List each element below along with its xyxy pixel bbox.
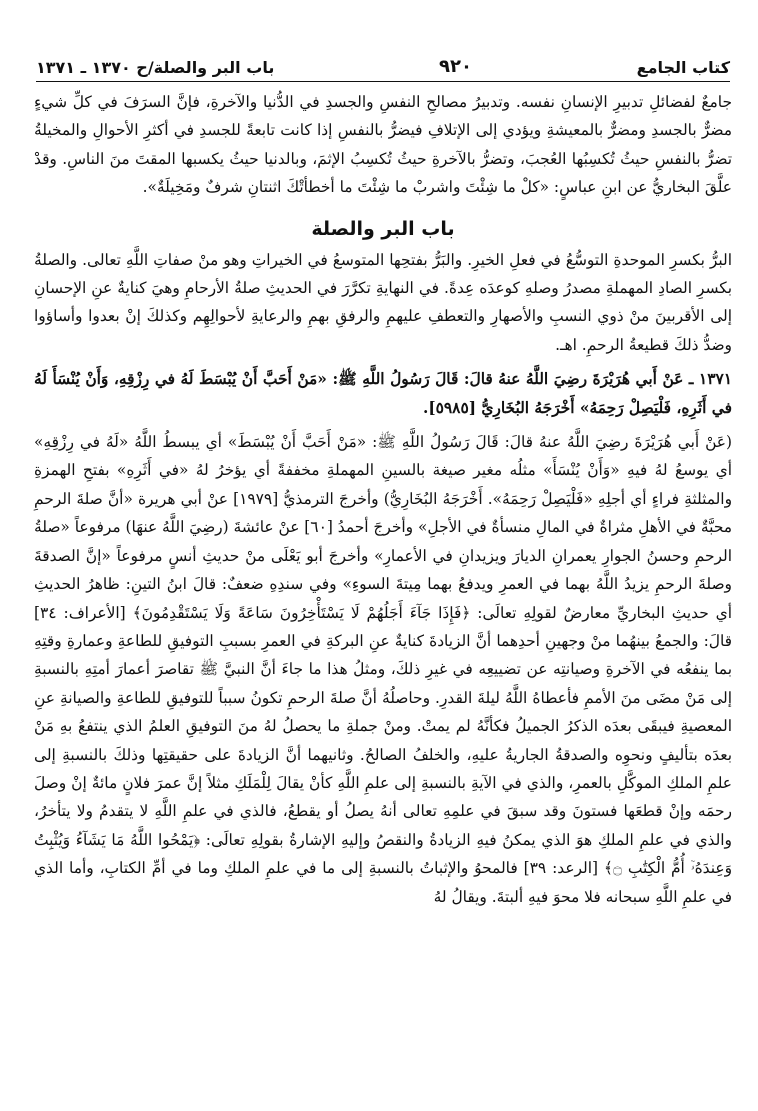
chapter-intro-paragraph: البرُّ بكسرِ الموحدةِ التوسُّعُ في فعلِ الخيرِ. والبَرُّ بفتحِها المتوسعُ في الخيراتِ وهو منْ صفاتِ اللَّهِ تعالى. والصلةُ بكسرِ الصادِ المهملةِ مصدرُ وصلهِ كوعدَه عِدةً. في النهايةِ تكرَّرَ في الحديثِ صلةُ الأرحامِ وهيَ كنايةٌ عنِ الإحسانِ إلى الأقربينَ منْ ذوي النسبِ والأصهارِ والتعطفِ عليهمِ والرفقِ بهمِ والرعايةِ لأحوالِهِم وكذلكَ إنْ بعدوا وأساؤوا وضدُّ ذلكَ قطيعةُ الرحمِ. اهـ.: [34, 250, 732, 354]
header-book-title: كتاب الجامع: [636, 58, 730, 77]
page-body: [34, 88, 732, 911]
chapter-title: باب البر والصلة: [311, 217, 455, 240]
commentary-paragraph: (عَنْ أَبي هُرَيْرَةَ رضِيَ اللَّهُ عنهُ قالَ: قَالَ رَسُولُ اللَّهِ ﷺ: «مَنْ أَحَبَّ أَنْ يُبْسَطَ» أي يبسطُ اللَّهُ «لَهُ في رِزْقِهِ» أي يوسعُ لهُ فيهِ «وَأَنْ يُنْسَأَ» مثلُه مغير صيغة بالسينِ المهملةِ مخففةً أي يؤخرُ لهُ «في أَثَرِهِ» بفتحِ الهمزةِ والمثلثةِ فراءٍ أي أجلِهِ «فَلْيَصِلْ رَحِمَهُ». أَخْرَجَهُ البُخَارِيُّ) وأخرجَ الترمذيُّ [١٩٧٩] عنْ أبي هريرة «أنَّ صلةَ الرحمِ محبَّةٌ في الأهلِ مثراةٌ في المالِ منسأةٌ في الأجلِ» وأخرجَ أحمدُ [٦٠] عنْ عائشةَ (رضِيَ اللَّهُ عنهَا) مرفوعاً «صلةُ الرحمِ وحسنُ الجوارِ يعمرانِ الديارَ ويزيدانِ في الأعمارِ» وأخرجَ أبو يَعْلَى منْ حديثِ أنسٍ مرفوعاً «إنَّ الصدقةَ وصلةَ الرحمِ يزيدُ اللَّهُ بهما في العمرِ ويدفعُ بهما مِيتةَ السوءِ» وفي سندِهِ ضعفٌ: قالَ ابنُ التينِ: ظاهرُ الحديثِ أي حديثِ البخاريِّ معارضٌ لقولِهِ تعالَى: ﴿فَإِذَا جَآءَ أَجَلُهُمْ لَا يَسْتَأْخِرُونَ سَاعَةً وَلَا يَسْتَقْدِمُونَ﴾ [الأعراف: ٣٤] قالَ: والجمعُ بينهُما منْ وجهينِ أحدِهما أنَّ الزيادةَ كنايةٌ عنِ البركةِ في العمرِ بسببِ التوفيقِ للطاعةِ وعمارةِ وقتِهِ بما ينفعُه في الآخرةِ وصيانتِه عن تضييعِه في غيرِ ذلكَ، ومثلُ هذا ما جاءَ أنَّ النبيَّ ﷺ تقاصرَ أعمارَ أمتِهِ بالنسبةِ إلى مَنْ مضَى منَ الأممِ فأعطاهُ اللَّهُ ليلةَ القدرِ. وحاصلُهُ أنَّ صلةَ الرحمِ تكونُ سبباً للتوفيقِ للطاعةِ والصيانةِ عنِ المعصيةِ فيبقَى بعدَه الذكرُ الجميلُ فكأنَّهُ لم يمتْ. ومنْ جملةِ ما يحصلُ لهُ منَ التوفيقِ العلمُ الذي ينتفعُ بهِ مَنْ بعدَه بتأليفٍ ونحوِه والصدقةُ الجاريةُ عليهِ، والخلفُ الصالحُ. وثانيهما أنَّ الزيادةَ على حقيقتِها وذلكَ بالنسبةِ إلى علمِ الملكِ الموكَّلِ بالعمرِ، والذي في الآيةِ بالنسبةِ إلى علمِ اللَّهِ كأنْ يقالَ لِلْمَلَكِ مثلاً إنَّ عمرَ فلانٍ مائةٌ إنْ وصلَ رحمَه وإنْ قطعَها فستونَ وقد سبقَ في علمِهِ تعالى أنهُ يصلُ أو يقطعُ، فالذي في علمِ اللَّهِ لا يتقدمُ ولا يتأخرُ، والذي في علمِ الملكِ هوَ الذي يمكنُ فيهِ الزيادةُ والنقصُ وإليهِ الإشارةُ بقولِهِ تعالَى: ﴿يَمْحُوا اللَّهُ مَا يَشَآءُ وَيُثْبِتُ وَعِندَهُۥٓ أُمُّ الْكِتَٰبِ ۝﴾ [الرعد: ٣٩] فالمحوُ والإثباتُ بالنسبةِ إلى ما في علمِ الملكِ وما في أمِّ الكتابِ، وأما الذي في علمِ اللَّهِ سبحانه فلا محوَ فيهِ ألبتةَ. ويقالُ لهُ: [34, 433, 733, 906]
hadith-block: [34, 365, 732, 422]
page-number: ٩٢٠: [439, 56, 472, 77]
intro-paragraph: جامعٌ لفضائلِ تدبيرِ الإنسانِ نفسه. وتدبيرُ مصالحِ النفسِ والجسدِ في الدُّنيا والآخرةِ، فإنَّ السرَفَ في كلِّ شيءٍ مضرٌّ بالجسدِ ومضرٌّ بالمعيشةِ ويؤدي إلى الإتلافِ فيضرُّ بالنفسِ إذا كانت تابعةً للجسدِ في أكثرِ الأحوالِ والمخيلةُ تضرُّ بالنفسِ حيثُ تُكسِبُها العُجبَ، وتضرُّ بالآخرةِ حيثُ تُكسِبُ الإثمَ، وبالدنيا حيثُ يكسبها المقتَ منَ الناسِ. وقدْ علَّقَ البخاريُّ عن ابنِ عباسٍ: «كلْ ما شِئْتَ واشربْ ما شِئْتَ ما أخطأتْكَ اثنتانِ شرفٌ ومَخِيلَةٌ».: [34, 93, 732, 197]
hadith-number: ١٣٧١: [698, 370, 732, 389]
header-section-title: باب البر والصلة/ح ١٣٧٠ ـ ١٣٧١: [36, 58, 275, 77]
running-header: [36, 42, 730, 82]
hadith-text: ـ عَنْ أَبي هُرَيْرَةَ رضِيَ اللَّهُ عنهُ قالَ: قَالَ رَسُولُ اللَّهِ ﷺ: «مَنْ أَحَبَّ أَنْ يُبْسَطَ لَهُ في رِزْقِهِ، وَأَنْ يُنْسَأَ لَهُ في أَثَرِهِ، فَلْيَصِلْ رَحِمَهُ» أَخْرَجَهُ البُخَارِيُّ [٥٩٨٥].: [34, 370, 732, 417]
